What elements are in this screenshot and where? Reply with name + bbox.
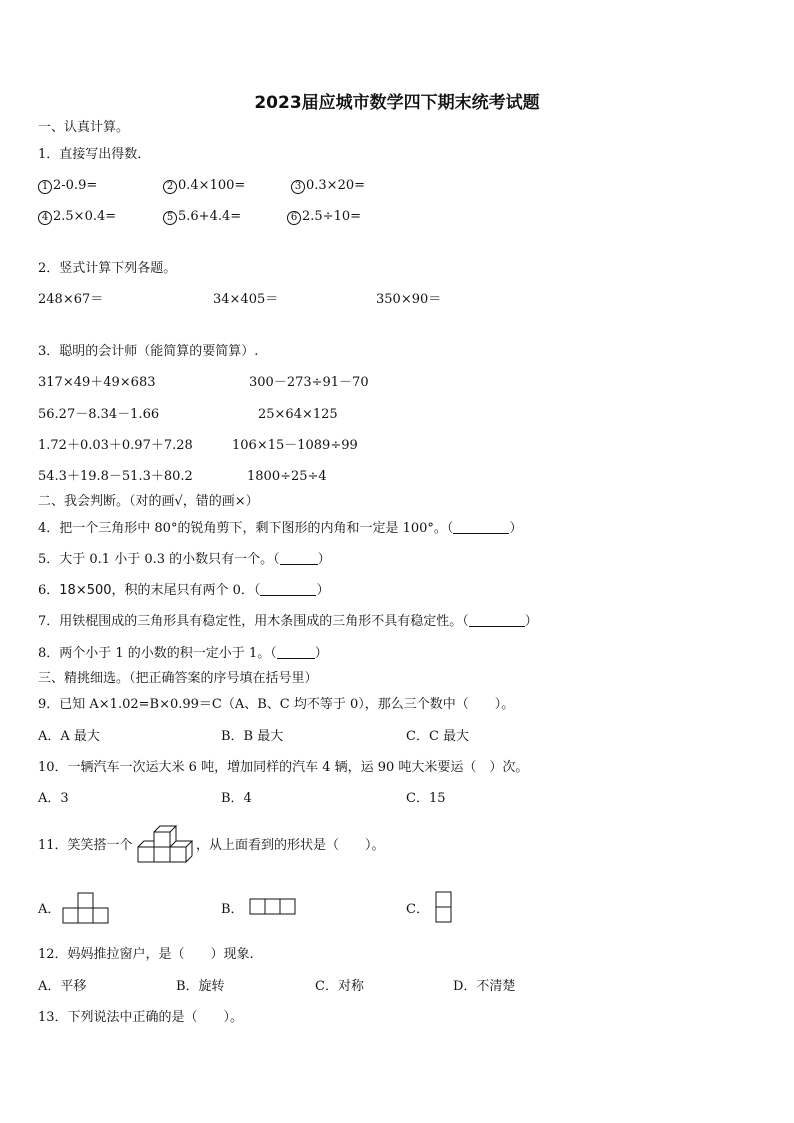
q5-text: 5．大于 0.1 小于 0.3 的小数只有一个。（	[38, 552, 280, 567]
cube-stack-figure	[137, 826, 193, 864]
q1-item	[287, 209, 361, 225]
q3-expr: 317×49＋49×683	[38, 375, 156, 390]
q3-expr: 106×15－1089÷99	[232, 438, 358, 453]
q11-option-b[interactable]: B．	[221, 902, 244, 917]
q1-expr: 5.6+4.4=	[178, 209, 242, 224]
q12-option-b[interactable]: B．旋转	[176, 979, 225, 994]
q8-text: 8．两个小于 1 的小数的积一定小于 1。（	[38, 646, 277, 661]
q1-expr: 2-0.9=	[53, 178, 98, 193]
q9-option-b[interactable]: B．B 最大	[221, 729, 284, 744]
q12-stem: 12．妈妈推拉窗户，是（ ）现象.	[38, 947, 254, 962]
q1-expr: 0.4×100=	[178, 178, 246, 193]
q9-option-c[interactable]: C．C 最大	[406, 729, 470, 744]
q9-option-a[interactable]: A．A 最大	[38, 729, 100, 744]
q1-item	[163, 178, 245, 194]
answer-blank[interactable]	[277, 646, 315, 659]
q2-expr: 350×90＝	[376, 292, 442, 307]
q7	[38, 614, 538, 630]
option-b-shape-icon	[249, 898, 297, 916]
q4	[38, 521, 522, 537]
q2-expr: 34×405＝	[213, 292, 279, 307]
q8-close: ）	[314, 646, 328, 661]
circled-number: 2	[163, 180, 177, 194]
section-3-heading: 三、精挑细选。（把正确答案的序号填在括号里）	[38, 671, 318, 686]
answer-blank[interactable]	[260, 583, 316, 596]
answer-blank[interactable]	[469, 614, 525, 627]
q3-expr: 1.72＋0.03＋0.97＋7.28	[38, 438, 193, 453]
q1-expr: 2.5÷10=	[302, 209, 362, 224]
q3-expr: 1800÷25÷4	[247, 469, 327, 484]
option-c-shape-icon	[435, 891, 453, 925]
q6-expr: 18×500	[59, 583, 112, 598]
q4-text: 4．把一个三角形中 80°的锐角剪下，剩下图形的内角和一定是 100°。（	[38, 521, 454, 536]
q13-stem: 13．下列说法中正确的是（ ）。	[38, 1010, 244, 1025]
circled-number: 3	[291, 180, 305, 194]
q8	[38, 646, 328, 662]
q1-expr: 0.3×20=	[306, 178, 366, 193]
q12-option-c[interactable]: C．对称	[315, 979, 364, 994]
q11-option-c[interactable]: C．	[406, 902, 429, 917]
q5	[38, 552, 331, 568]
q3-expr: 56.27－8.34－1.66	[38, 407, 160, 422]
q6	[38, 583, 329, 599]
q2-label: 2．竖式计算下列各题。	[38, 261, 177, 276]
section-1-heading: 一、认真计算。	[38, 120, 130, 135]
circled-number: 4	[38, 211, 52, 225]
q1-item	[38, 178, 97, 194]
option-a-shape-icon	[62, 892, 110, 924]
q6-close: ）	[316, 583, 330, 598]
answer-blank[interactable]	[453, 521, 509, 534]
q10-option-a[interactable]: A．3	[38, 791, 69, 806]
answer-blank[interactable]	[280, 552, 318, 565]
circled-number: 5	[163, 211, 177, 225]
q5-close: ）	[317, 552, 331, 567]
q7-text: 7．用铁棍围成的三角形具有稳定性，用木条围成的三角形不具有稳定性。（	[38, 614, 469, 629]
q1-item	[38, 209, 116, 225]
q9-stem: 9．已知 A×1.02=B×0.99＝C（A、B、C 均不等于 0），那么三个数中（ ）。	[38, 697, 515, 712]
q3-label: 3．聪明的会计师（能简算的要简算）.	[38, 344, 259, 359]
q4-close: ）	[509, 521, 523, 536]
q3-expr: 300－273÷91－70	[249, 375, 369, 390]
q12-option-a[interactable]: A．平移	[38, 979, 87, 994]
q1-item	[163, 209, 241, 225]
q1-label: 1．直接写出得数．	[38, 147, 151, 162]
circled-number: 6	[287, 211, 301, 225]
q2-expr: 248×67＝	[38, 292, 104, 307]
circled-number: 1	[38, 180, 52, 194]
q6-text: 6．	[38, 583, 60, 598]
q7-close: ）	[524, 614, 538, 629]
q12-option-d[interactable]: D．不清楚	[453, 979, 516, 994]
q11-option-a[interactable]: A．	[38, 902, 61, 917]
q6-text-2: ，积的末尾只有两个 0．（	[111, 583, 261, 598]
q10-stem: 10．一辆汽车一次运大米 6 吨，增加同样的汽车 4 辆，运 90 吨大米要运（ ）次。	[38, 760, 529, 775]
q3-expr: 25×64×125	[258, 407, 338, 422]
q1-item	[291, 178, 365, 194]
q10-option-b[interactable]: B．4	[221, 791, 252, 806]
q3-expr: 54.3＋19.8－51.3＋80.2	[38, 469, 193, 484]
page-title: 2023届应城市数学四下期末统考试题	[254, 93, 540, 113]
q1-expr: 2.5×0.4=	[53, 209, 117, 224]
q10-option-c[interactable]: C．15	[406, 791, 446, 806]
q11-stem-post: ，从上面看到的形状是（ ）。	[196, 838, 385, 853]
section-2-heading: 二、我会判断。（对的画√，错的画×）	[38, 494, 259, 509]
q11-stem-pre: 11．笑笑搭一个	[38, 838, 133, 853]
